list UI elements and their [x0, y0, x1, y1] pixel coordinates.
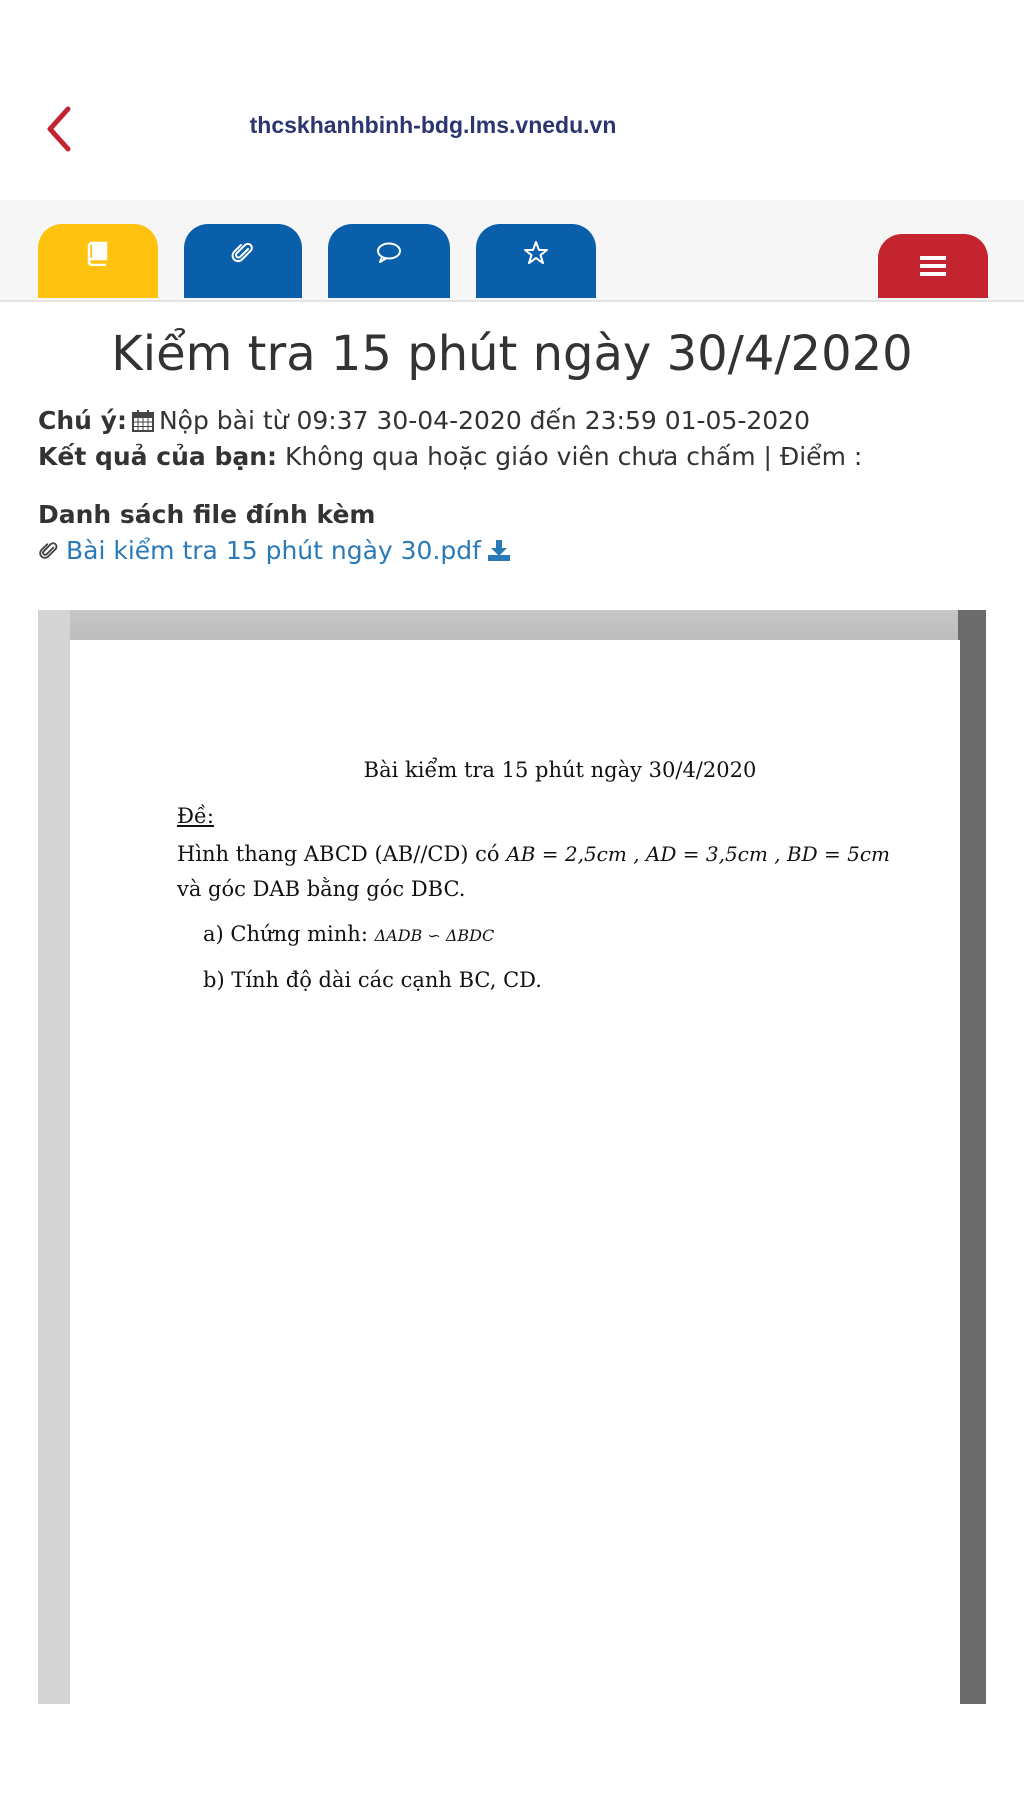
line1-text: Hình thang ABCD (AB//CD) có: [177, 842, 500, 866]
question-b: b) Tính độ dài các cạnh BC, CD.: [203, 968, 542, 992]
result-label: Kết quả của bạn:: [38, 442, 278, 471]
page-title: Kiểm tra 15 phút ngày 30/4/2020: [111, 326, 913, 382]
top-bar: [0, 0, 1024, 200]
line1-math: AB = 2,5cm , AD = 3,5cm , BD = 5cm: [506, 842, 891, 866]
question-a-math: ΔADB ∽ ΔBDC: [374, 926, 495, 945]
book-icon: [85, 240, 111, 266]
document-title: Bài kiểm tra 15 phút ngày 30/4/2020: [363, 758, 757, 782]
pdf-page: [70, 640, 960, 1704]
tab-comments[interactable]: [328, 224, 450, 298]
download-icon[interactable]: [487, 538, 511, 568]
result-line: [38, 440, 862, 474]
tab-lesson[interactable]: [38, 224, 158, 298]
document-line-2: và góc DAB bằng góc DBC.: [177, 877, 466, 901]
question-a: [203, 922, 494, 946]
attachment-link[interactable]: [38, 536, 511, 568]
pdf-viewer[interactable]: [38, 610, 986, 1704]
paperclip-icon: [38, 539, 60, 568]
site-domain: thcskhanhbinh-bdg.lms.vnedu.vn: [249, 112, 617, 138]
attachments-heading: Danh sách file đính kèm: [38, 500, 376, 529]
deadline-text: Nộp bài từ 09:37 30-04-2020 đến 23:59 01-05-2020: [158, 406, 810, 435]
result-text: Không qua hoặc giáo viên chưa chấm | Điểm :: [284, 442, 863, 471]
paperclip-icon: [230, 240, 256, 266]
question-a-text: a) Chứng minh:: [203, 922, 368, 946]
tab-attachments[interactable]: [184, 224, 302, 298]
attachment-filename: Bài kiểm tra 15 phút ngày 30.pdf: [66, 536, 481, 565]
comment-icon: [375, 240, 403, 266]
viewer-top-shadow: [70, 610, 960, 640]
menu-button[interactable]: [878, 234, 988, 298]
note-label: Chú ý:: [38, 406, 127, 435]
hamburger-icon: [919, 255, 947, 277]
star-icon: [523, 240, 549, 266]
viewer-scrollbar[interactable]: [958, 610, 986, 1704]
tab-rating[interactable]: [476, 224, 596, 298]
deadline-line: [38, 404, 810, 442]
document-line-1: [177, 842, 890, 866]
calendar-icon: [131, 408, 155, 442]
document-label: Đề:: [177, 804, 214, 828]
